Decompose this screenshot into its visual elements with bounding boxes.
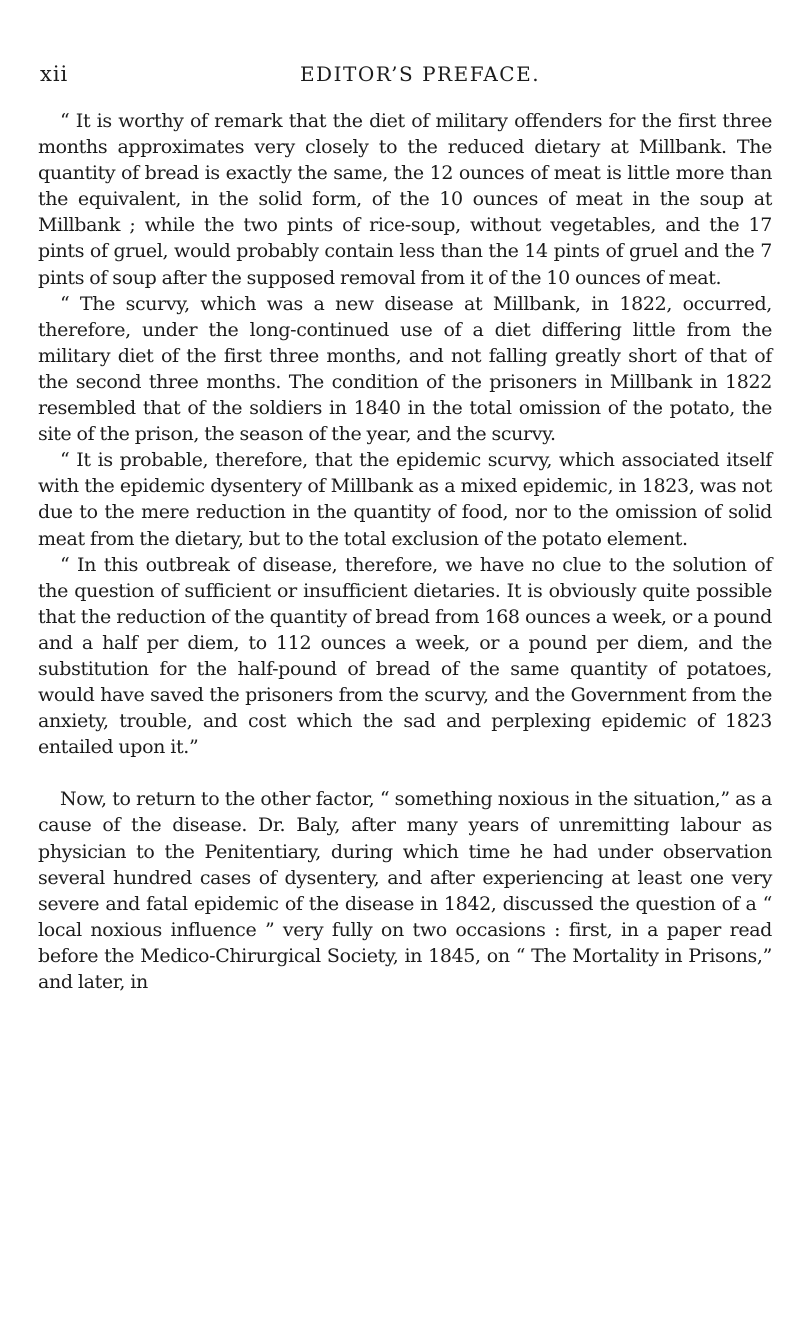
body-text bbox=[38, 108, 772, 995]
running-head: EDITOR’S PREFACE. bbox=[299, 62, 541, 86]
page-number: xii bbox=[40, 62, 69, 86]
paragraph-3: “ It is probable, therefore, that the epidemic scurvy, which associated itself with the epidemic dysentery of Millbank as a mixed epidemic, in 1823, was not due to the mere reduction in the quantity of food, nor to the omission of solid meat from the dietary, but to the total exclusion of the potato element. bbox=[38, 449, 772, 550]
paragraph-1: “ It is worthy of remark that the diet of military offenders for the first three months approximates very closely to the reduced dietary at Millbank. The quantity of bread is exactly the same, the 12 ounces of meat is little more than the equivalent, in the solid form, of the 10 ounces of meat in the soup at Millbank ; while the two pints of rice-soup, without vegetables, and the 17 pints of gruel, would probably contain less than the 14 pints of gruel and the 7 pints of soup after the supposed removal from it of the 10 ounces of meat. bbox=[38, 110, 772, 289]
paragraph-2: “ The scurvy, which was a new disease at Millbank, in 1822, occurred, therefore, under the long-continued use of a diet differing little from the military diet of the first three months, and not falling greatly short of that of the second three months. The condition of the prisoners in Millbank in 1822 resembled that of the soldiers in 1840 in the total omission of the potato, the site of the prison, the season of the year, and the scurvy. bbox=[38, 292, 772, 446]
book-page bbox=[38, 0, 772, 1329]
paragraph-4: “ In this outbreak of disease, therefore, we have no clue to the solution of the question of sufficient or insufficient dietaries. It is obviously quite possible that the reduction of the quantity of bread from 168 ounces a week, or a pound and a half per diem, to 112 ounces a week, or a pound per diem, and the substitution for the half-pound of bread of the same quantity of potatoes, would have saved the prisoners from the scurvy, and the Government from the anxiety, trouble, and cost which the sad and perplexing epidemic of 1823 entailed upon it.” bbox=[38, 553, 772, 759]
paragraph-5: Now, to return to the other factor, “ something noxious in the situation,” as a cause of the disease. Dr. Baly, after many years of unremitting labour as physician to the Penitentiary, during which time he had under observation several hundred cases of dysentery, and after experiencing at least one very severe and fatal epidemic of the disease in 1842, discussed the question of a “ local noxious influence ” very fully on two occasions : first, in a paper read before the Medico-Chirurgical Society, in 1845, on “ The Mortality in Prisons,” and later, in bbox=[38, 788, 772, 993]
page-header bbox=[38, 0, 772, 108]
